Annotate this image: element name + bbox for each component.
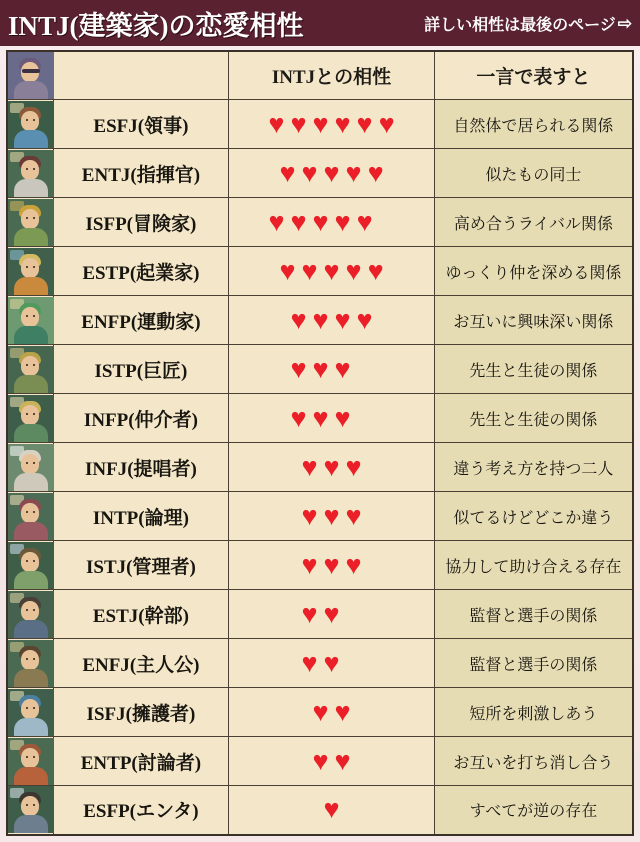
summary-phrase: お互いに興味深い関係 [434, 296, 633, 345]
heart-icon: ♥ [367, 255, 384, 286]
compatibility-hearts [229, 737, 435, 786]
compatibility-hearts [229, 149, 435, 198]
summary-phrase: 似てるけどどこか違う [434, 492, 633, 541]
column-header-word: 一言で表すと [434, 51, 633, 100]
summary-phrase: 先生と生徒の関係 [434, 345, 633, 394]
heart-icon: ♥ [301, 157, 318, 188]
header-note-text: 詳しい相性は最後のページ [424, 16, 616, 34]
heart-icon: ♥ [301, 598, 318, 629]
heart-icon: ♥ [323, 647, 340, 678]
row-avatar [7, 149, 53, 198]
row-avatar [7, 345, 53, 394]
row-avatar [7, 639, 53, 688]
table-row [7, 786, 633, 835]
compatibility-table-wrap [0, 46, 640, 842]
personality-type-label: ISFJ(擁護者) [53, 688, 229, 737]
heart-icon: ♥ [345, 157, 362, 188]
personality-avatar-icon [8, 493, 54, 540]
personality-type-label: ENFJ(主人公) [53, 639, 229, 688]
row-avatar [7, 590, 53, 639]
table-row [7, 345, 633, 394]
summary-phrase: 監督と選手の関係 [434, 639, 633, 688]
table-row [7, 394, 633, 443]
table-row [7, 296, 633, 345]
personality-type-label: ENTJ(指揮官) [53, 149, 229, 198]
table-body [7, 100, 633, 835]
arrow-right-icon: ⇨ [617, 13, 632, 33]
heart-icon: ♥ [279, 255, 296, 286]
heart-icon: ♥ [356, 304, 373, 335]
compatibility-hearts [229, 541, 435, 590]
table-head [7, 51, 633, 100]
heart-icon: ♥ [312, 402, 329, 433]
compatibility-hearts [229, 345, 435, 394]
personality-avatar-icon [8, 248, 54, 295]
heart-icon: ♥ [334, 304, 351, 335]
compatibility-hearts [229, 492, 435, 541]
heart-icon: ♥ [323, 157, 340, 188]
heart-icon: ♥ [301, 647, 318, 678]
summary-phrase: すべてが逆の存在 [434, 786, 633, 835]
personality-avatar-icon [8, 297, 54, 344]
column-header-hearts: INTJとの相性 [229, 51, 435, 100]
column-header-avatar [7, 51, 53, 100]
heart-icon: ♥ [268, 108, 285, 139]
heart-icon: ♥ [323, 255, 340, 286]
table-row [7, 639, 633, 688]
personality-avatar-icon [8, 738, 54, 785]
column-header-type [53, 51, 229, 100]
personality-type-label: ISTJ(管理者) [53, 541, 229, 590]
personality-avatar-icon [8, 346, 54, 393]
heart-icon: ♥ [312, 696, 329, 727]
heart-icon: ♥ [290, 402, 307, 433]
personality-avatar-icon [8, 542, 54, 589]
summary-phrase: 違う考え方を持つ二人 [434, 443, 633, 492]
heart-icon: ♥ [334, 696, 351, 727]
heart-icon: ♥ [301, 255, 318, 286]
heart-icon: ♥ [290, 304, 307, 335]
compatibility-hearts [229, 590, 435, 639]
compatibility-hearts [229, 688, 435, 737]
personality-type-label: ESTP(起業家) [53, 247, 229, 296]
heart-icon: ♥ [279, 157, 296, 188]
intj-avatar-icon [8, 52, 54, 99]
summary-phrase: 先生と生徒の関係 [434, 394, 633, 443]
table-row [7, 247, 633, 296]
page-title: INTJ(建築家)の恋愛相性 [8, 10, 304, 41]
row-avatar [7, 198, 53, 247]
summary-phrase: 自然体で居られる関係 [434, 100, 633, 149]
heart-icon: ♥ [334, 402, 351, 433]
row-avatar [7, 296, 53, 345]
compatibility-hearts [229, 443, 435, 492]
heart-icon: ♥ [334, 206, 351, 237]
summary-phrase: 協力して助け合える存在 [434, 541, 633, 590]
heart-icon: ♥ [323, 451, 340, 482]
compatibility-hearts [229, 296, 435, 345]
compatibility-hearts [229, 639, 435, 688]
heart-icon: ♥ [268, 206, 285, 237]
personality-avatar-icon [8, 689, 54, 736]
heart-icon: ♥ [323, 794, 340, 825]
personality-type-label: ENTP(討論者) [53, 737, 229, 786]
personality-avatar-icon [8, 640, 54, 687]
table-header-row [7, 51, 633, 100]
header-note [424, 12, 632, 35]
row-avatar [7, 100, 53, 149]
table-row [7, 590, 633, 639]
table-row [7, 492, 633, 541]
personality-avatar-icon [8, 150, 54, 197]
heart-icon: ♥ [312, 304, 329, 335]
heart-icon: ♥ [345, 451, 362, 482]
row-avatar [7, 737, 53, 786]
heart-icon: ♥ [334, 353, 351, 384]
heart-icon: ♥ [323, 549, 340, 580]
personality-type-label: ENFP(運動家) [53, 296, 229, 345]
row-avatar [7, 394, 53, 443]
heart-icon: ♥ [290, 353, 307, 384]
compatibility-hearts [229, 394, 435, 443]
summary-phrase: 似たもの同士 [434, 149, 633, 198]
heart-icon: ♥ [367, 157, 384, 188]
personality-type-label: ISTP(巨匠) [53, 345, 229, 394]
compatibility-hearts [229, 100, 435, 149]
heart-icon: ♥ [290, 108, 307, 139]
heart-icon: ♥ [334, 745, 351, 776]
table-row [7, 737, 633, 786]
compatibility-hearts [229, 247, 435, 296]
personality-type-label: ISFP(冒険家) [53, 198, 229, 247]
heart-icon: ♥ [290, 206, 307, 237]
personality-avatar-icon [8, 199, 54, 246]
row-avatar [7, 247, 53, 296]
compatibility-hearts [229, 786, 435, 835]
personality-type-label: ESFP(エンタ) [53, 786, 229, 835]
table-row [7, 198, 633, 247]
summary-phrase: ゆっくり仲を深める関係 [434, 247, 633, 296]
heart-icon: ♥ [345, 500, 362, 531]
table-row [7, 541, 633, 590]
table-row [7, 688, 633, 737]
summary-phrase: お互いを打ち消し合う [434, 737, 633, 786]
heart-icon: ♥ [345, 549, 362, 580]
personality-type-label: INTP(論理) [53, 492, 229, 541]
heart-icon: ♥ [312, 108, 329, 139]
personality-avatar-icon [8, 444, 54, 491]
heart-icon: ♥ [345, 255, 362, 286]
personality-avatar-icon [8, 101, 54, 148]
heart-icon: ♥ [356, 206, 373, 237]
row-avatar [7, 443, 53, 492]
personality-type-label: INFJ(提唱者) [53, 443, 229, 492]
personality-type-label: ESTJ(幹部) [53, 590, 229, 639]
summary-phrase: 高め合うライバル関係 [434, 198, 633, 247]
heart-icon: ♥ [301, 451, 318, 482]
heart-icon: ♥ [301, 500, 318, 531]
personality-avatar-icon [8, 786, 54, 833]
heart-icon: ♥ [312, 206, 329, 237]
compatibility-hearts [229, 198, 435, 247]
table-row [7, 100, 633, 149]
row-avatar [7, 688, 53, 737]
summary-phrase: 監督と選手の関係 [434, 590, 633, 639]
personality-avatar-icon [8, 395, 54, 442]
row-avatar [7, 541, 53, 590]
heart-icon: ♥ [378, 108, 395, 139]
heart-icon: ♥ [312, 745, 329, 776]
personality-avatar-icon [8, 591, 54, 638]
heart-icon: ♥ [312, 353, 329, 384]
heart-icon: ♥ [301, 549, 318, 580]
table-row [7, 149, 633, 198]
personality-type-label: INFP(仲介者) [53, 394, 229, 443]
heart-icon: ♥ [334, 108, 351, 139]
summary-phrase: 短所を刺激しあう [434, 688, 633, 737]
personality-type-label: ESFJ(領事) [53, 100, 229, 149]
heart-icon: ♥ [356, 108, 373, 139]
table-row [7, 443, 633, 492]
row-avatar [7, 492, 53, 541]
row-avatar [7, 786, 53, 835]
heart-icon: ♥ [323, 500, 340, 531]
compatibility-table [6, 50, 634, 836]
page-header [0, 0, 640, 46]
heart-icon: ♥ [323, 598, 340, 629]
